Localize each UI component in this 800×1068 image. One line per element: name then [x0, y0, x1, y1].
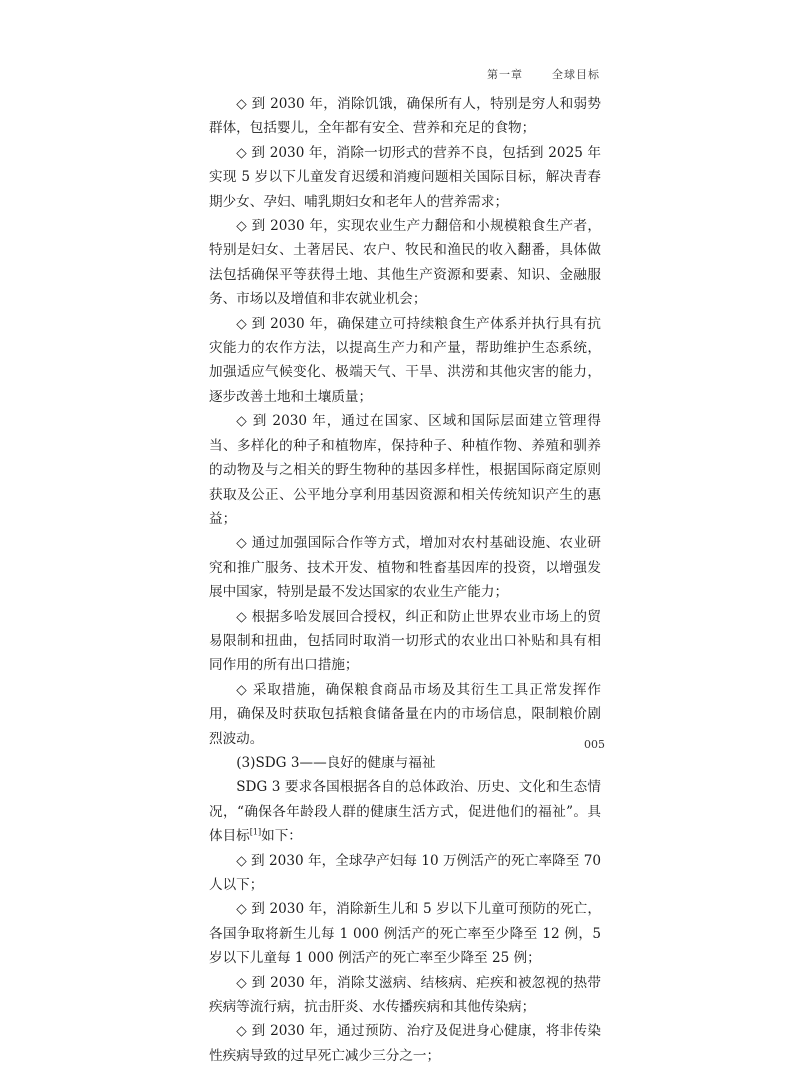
body-text: [209, 92, 601, 1068]
bullet-paragraph: ◇ 到 2030 年，实现农业生产力翻倍和小规模粮食生产者，特别是妇女、土著居民、农户、牧民和渔民的收入翻番，具体做法包括确保平等获得土地、其他生产资源和要素、知识、金融服务、市场以及增值和非农就业机会；: [209, 218, 601, 308]
bullet-paragraph: ◇ 采取措施，确保粮食商品市场及其衍生工具正常发挥作用，确保及时获取包括粮食储备量在内的市场信息，限制粮价剧烈波动。: [209, 681, 601, 747]
bullet-paragraph: ◇ 根据多哈发展回合授权，纠正和防止世界农业市场上的贸易限制和扭曲，包括同时取消一切形式的农业出口补贴和具有相同作用的所有出口措施；: [209, 608, 601, 674]
bullet-paragraph: ◇ 到 2030 年，消除一切形式的营养不良，包括到 2025 年实现 5 岁以下儿童发育迟缓和消瘦问题相关国际目标，解决青春期少女、孕妇、哺乳期妇女和老年人的营养需求；: [209, 144, 601, 210]
bullet-paragraph: ◇ 到 2030 年，通过预防、治疗及促进身心健康，将非传染性疾病导致的过早死亡减少三分之一；: [209, 1023, 601, 1064]
bullet-paragraph: ◇ 到 2030 年，全球孕产妇每 10 万例活产的死亡率降至 70 人以下；: [209, 852, 601, 893]
bullet-paragraph: ◇ 到 2030 年，消除新生儿和 5 岁以下儿童可预防的死亡，各国争取将新生儿每 1 000 例活产的死亡率至少降至 12 例，5 岁以下儿童每 1 000 例活产的死亡率至少降至 25 例；: [209, 901, 601, 967]
chapter-number: 第一章: [487, 68, 523, 81]
bullet-paragraph: ◇ 到 2030 年，通过在国家、区域和国际层面建立管理得当、多样化的种子和植物库，保持种子、种植作物、养殖和驯养的动物及与之相关的野生物种的基因多样性，根据国际商定原则获取及公正、公平地分享利用基因资源和相关传统知识产生的惠益；: [209, 413, 601, 527]
running-head: [487, 66, 600, 82]
bullet-paragraph: ◇ 到 2030 年，确保建立可持续粮食生产体系并执行具有抗灾能力的农作方法，以提高生产力和产量，帮助维护生态系统，加强适应气候变化、极端天气、干旱、洪涝和其他灾害的能力，逐步改善土地和土壤质量；: [209, 315, 601, 405]
page-number: 005: [584, 738, 605, 751]
bullet-paragraph: ◇ 到 2030 年，消除艾滋病、结核病、疟疾和被忽视的热带疾病等流行病，抗击肝炎、水传播疾病和其他传染病；: [209, 974, 601, 1016]
intro-text-end: 如下：: [261, 828, 302, 845]
bullet-paragraph: ◇ 通过加强国际合作等方式，增加对农村基础设施、农业研究和推广服务、技术开发、植物和牲畜基因库的投资，以增强发展中国家，特别是最不发达国家的农业生产能力；: [209, 535, 601, 601]
chapter-title: 全球目标: [552, 68, 600, 81]
section-heading: (3)SDG 3——良好的健康与福祉: [236, 754, 436, 771]
bullet-paragraph: ◇ 到 2030 年，消除饥饿，确保所有人，特别是穷人和弱势群体，包括婴儿，全年都有安全、营养和充足的食物；: [209, 96, 601, 137]
section-intro: [209, 775, 601, 848]
intro-text: SDG 3 要求各国根据各自的总体政治、历史、文化和生态情况，“确保各年龄段人群的健康生活方式，促进他们的福祉”。具体目标: [209, 779, 601, 845]
footnote-reference[interactable]: [1]: [249, 827, 262, 837]
